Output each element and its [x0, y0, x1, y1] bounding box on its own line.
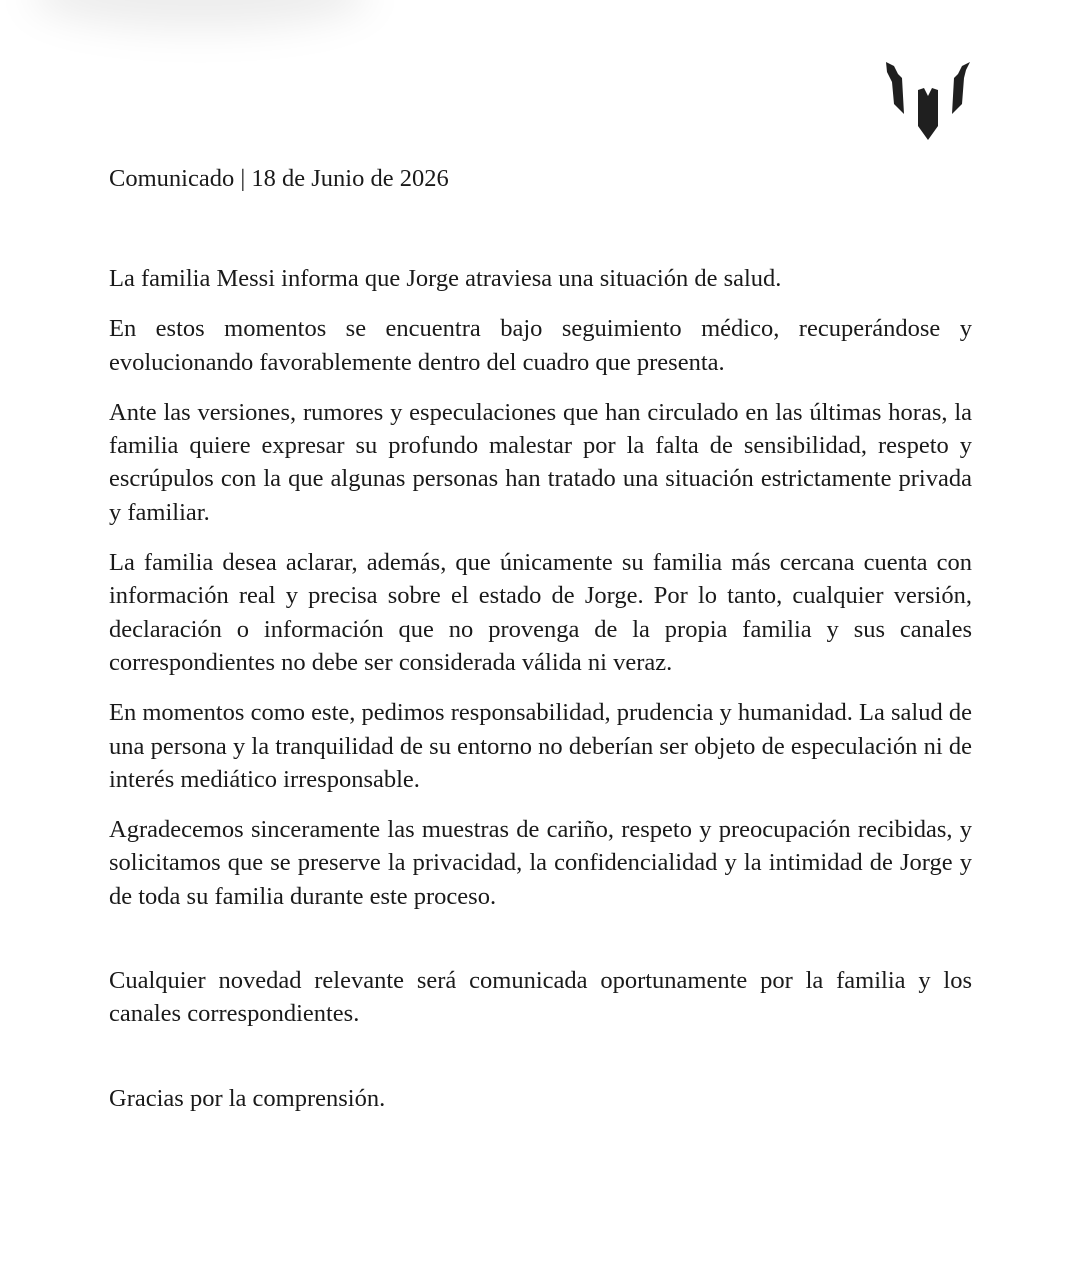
paragraph-updates: Cualquier novedad relevante será comunicada oportunamente por la familia y los canales correspondientes. [109, 967, 972, 1028]
paragraph-responsibility: En momentos como este, pedimos responsabilidad, prudencia y humanidad. La salud de una persona y la tranquilidad de su entorno no deberían ser objeto de especulación ni de interés mediático irresponsable. [109, 699, 972, 793]
paragraph-rumors: Ante las versiones, rumores y especulaciones que han circulado en las últimas horas, la familia quiere expresar su profundo malestar por la falta de sensibilidad, respeto y escrúpulos con la que algunas personas han tratado una situación estrictamente privada y familiar. [109, 398, 972, 526]
paragraph-gratitude: Agradecemos sinceramente las muestras de cariño, respeto y preocupación recibidas, y solicitamos que se preserve la privacidad, la confidencialidad y la intimidad de Jorge y de toda su familia durante este proceso. [109, 816, 972, 910]
paragraph-medical-status: En estos momentos se encuentra bajo seguimiento médico, recuperándose y evolucionando favorablemente dentro del cuadro que presenta. [109, 315, 972, 376]
paragraph-clarification: La familia desea aclarar, además, que únicamente su familia más cercana cuenta con información real y precisa sobre el estado de Jorge. Por lo tanto, cualquier versión, declaración o información que no provenga de la propia familia y sus canales correspondientes no debe ser considerada válida ni veraz. [109, 549, 972, 676]
paragraph-announcement: La familia Messi informa que Jorge atraviesa una situación de salud. [109, 265, 782, 292]
communique-header: Comunicado | 18 de Junio de 2026 [109, 165, 449, 192]
page-corner-shadow [30, 0, 370, 30]
messi-logo-icon [884, 60, 972, 140]
paragraph-closing: Gracias por la comprensión. [109, 1084, 386, 1112]
communique-body [109, 262, 972, 1132]
